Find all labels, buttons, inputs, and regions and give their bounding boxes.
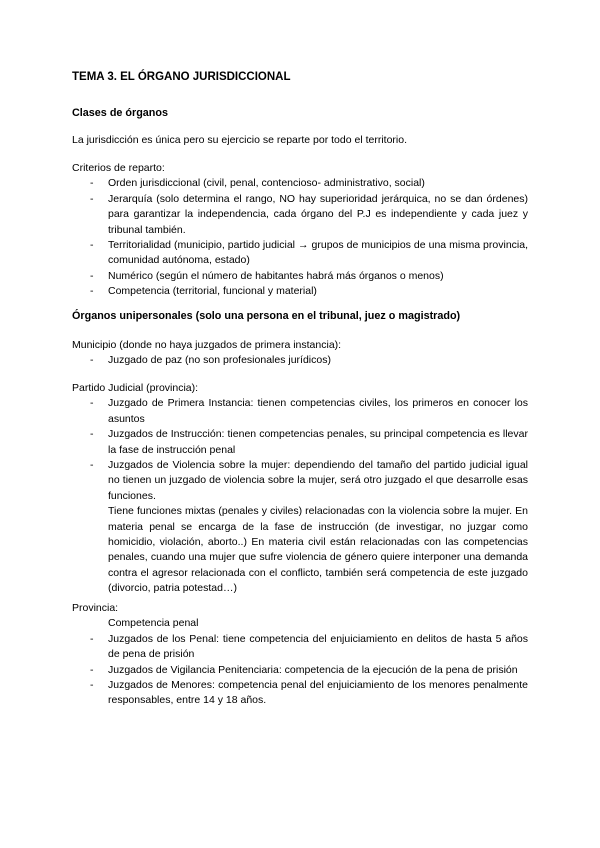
section-heading-clases: Clases de órganos	[72, 107, 169, 119]
criteria-block	[72, 161, 528, 300]
page-title: TEMA 3. EL ÓRGANO JURISDICCIONAL	[72, 71, 291, 83]
list-item: - Orden jurisdiccional (civil, penal, contencioso- administrativo, social)	[72, 176, 528, 191]
criteria-list	[72, 176, 528, 299]
municipio-block	[72, 338, 528, 369]
list-item: - Juzgados de Menores: competencia penal del enjuiciamiento de los menores penalmente responsables, entre 14 y 18 años.	[72, 678, 528, 709]
partido-label: Partido Judicial (provincia):	[72, 382, 199, 394]
list-item: - Juzgado de Primera Instancia: tienen competencias civiles, los primeros en conocer los asuntos	[72, 396, 528, 427]
list-item: - Territorialidad (municipio, partido judicial → grupos de municipios de una misma provincia, comunidad autónoma, estado)	[72, 238, 528, 269]
list-item: - Juzgados de Instrucción: tienen competencias penales, su principal competencia es llevar la fase de instrucción penal	[72, 427, 528, 458]
list-item: - Juzgado de paz (no son profesionales jurídicos)	[72, 353, 528, 368]
list-item: - Numérico (según el número de habitantes habrá más órganos o menos)	[72, 269, 528, 284]
partido-block	[72, 381, 528, 597]
municipio-list	[72, 353, 528, 368]
intro-paragraph: La jurisdicción es única pero su ejercicio se reparte por todo el territorio.	[72, 134, 408, 146]
violencia-note: Tiene funciones mixtas (penales y civiles) relacionadas con la violencia sobre la mujer. En materia penal se encarga de la fase de instrucción (de investigar, no juzgar como homicidio, violación, aborto..) En materia civil están relacionadas con las competencias penales, cuando una mujer que sufre violencia de género quiere interponer una demanda contra el agresor relacionada con el conflicto, también será competencia de este juzgado (divorcio, patria potestad…)	[108, 505, 528, 595]
partido-list	[72, 396, 528, 504]
section-heading-unipersonales: Órganos unipersonales (solo una persona en el tribunal, juez o magistrado)	[72, 310, 461, 322]
list-item: - Juzgados de los Penal: tiene competencia del enjuiciamiento en delitos de hasta 5 años de pena de prisión	[72, 632, 528, 663]
provincia-label: Provincia:	[72, 602, 119, 614]
list-item: - Juzgados de Vigilancia Penitenciaria: competencia de la ejecución de la pena de prisión	[72, 663, 528, 678]
list-item: - Juzgados de Violencia sobre la mujer: dependiendo del tamaño del partido judicial igual no tienen un juzgado de violencia sobre la mujer, será otro juzgado el que desarrolle esas funciones.	[72, 458, 528, 504]
list-item: - Competencia (territorial, funcional y material)	[72, 284, 528, 299]
provincia-list	[72, 632, 528, 709]
municipio-label: Municipio (donde no haya juzgados de primera instancia):	[72, 339, 342, 351]
provincia-sublabel: Competencia penal	[108, 617, 199, 630]
list-item: - Jerarquía (solo determina el rango, NO hay superioridad jerárquica, no se dan órdenes) para garantizar la independencia, cada órgano del P.J es independiente y cada juez y tribunal también.	[72, 192, 528, 238]
criteria-label: Criterios de reparto:	[72, 162, 165, 174]
provincia-block	[72, 601, 528, 709]
